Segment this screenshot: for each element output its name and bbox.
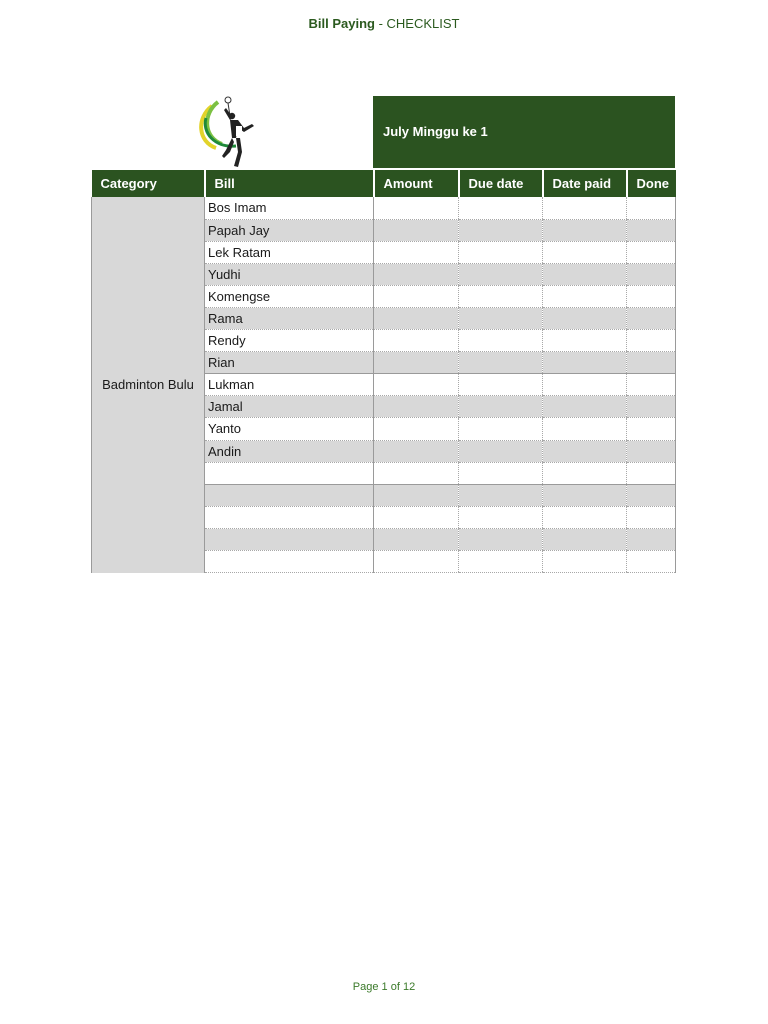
column-header-amount: Amount xyxy=(374,170,459,197)
date-paid-cell[interactable] xyxy=(543,241,627,263)
amount-cell[interactable] xyxy=(374,462,459,484)
done-cell[interactable] xyxy=(627,352,676,374)
due-date-cell[interactable] xyxy=(459,374,543,396)
due-date-cell[interactable] xyxy=(459,352,543,374)
done-cell[interactable] xyxy=(627,285,676,307)
bill-checklist-table xyxy=(91,170,676,573)
amount-cell[interactable] xyxy=(374,285,459,307)
done-cell[interactable] xyxy=(627,197,676,219)
date-paid-cell[interactable] xyxy=(543,307,627,329)
bill-cell[interactable]: Jamal xyxy=(205,396,374,418)
page-header xyxy=(0,16,768,31)
date-paid-cell[interactable] xyxy=(543,551,627,573)
amount-cell[interactable] xyxy=(374,374,459,396)
header-title-rest: CHECKLIST xyxy=(386,16,460,31)
amount-cell[interactable] xyxy=(374,440,459,462)
header-title-separator: - xyxy=(374,16,387,31)
bill-cell[interactable] xyxy=(205,551,374,573)
done-cell[interactable] xyxy=(627,528,676,550)
date-paid-cell[interactable] xyxy=(543,374,627,396)
due-date-cell[interactable] xyxy=(459,330,543,352)
badminton-player-logo-icon xyxy=(192,96,268,170)
done-cell[interactable] xyxy=(627,307,676,329)
due-date-cell[interactable] xyxy=(459,396,543,418)
bill-cell[interactable]: Papah Jay xyxy=(205,219,374,241)
date-paid-cell[interactable] xyxy=(543,263,627,285)
header-title-main: Bill Paying xyxy=(308,16,375,31)
column-header-bill: Bill xyxy=(205,170,374,197)
bill-cell[interactable] xyxy=(205,462,374,484)
bill-cell[interactable]: Yudhi xyxy=(205,263,374,285)
column-header-category: Category xyxy=(92,170,205,197)
date-paid-cell[interactable] xyxy=(543,396,627,418)
due-date-cell[interactable] xyxy=(459,307,543,329)
date-paid-cell[interactable] xyxy=(543,197,627,219)
done-cell[interactable] xyxy=(627,418,676,440)
amount-cell[interactable] xyxy=(374,506,459,528)
table-row xyxy=(92,197,676,219)
column-header-due-date: Due date xyxy=(459,170,543,197)
done-cell[interactable] xyxy=(627,330,676,352)
date-paid-cell[interactable] xyxy=(543,440,627,462)
done-cell[interactable] xyxy=(627,484,676,506)
amount-cell[interactable] xyxy=(374,241,459,263)
amount-cell[interactable] xyxy=(374,330,459,352)
done-cell[interactable] xyxy=(627,374,676,396)
amount-cell[interactable] xyxy=(374,263,459,285)
bill-cell[interactable]: Komengse xyxy=(205,285,374,307)
bill-cell[interactable] xyxy=(205,528,374,550)
amount-cell[interactable] xyxy=(374,352,459,374)
page-number: Page 1 of 12 xyxy=(352,981,416,993)
date-paid-cell[interactable] xyxy=(543,506,627,528)
date-paid-cell[interactable] xyxy=(543,462,627,484)
bill-cell[interactable]: Rendy xyxy=(205,330,374,352)
due-date-cell[interactable] xyxy=(459,506,543,528)
done-cell[interactable] xyxy=(627,219,676,241)
amount-cell[interactable] xyxy=(374,418,459,440)
bill-cell[interactable] xyxy=(205,506,374,528)
date-paid-cell[interactable] xyxy=(543,285,627,307)
amount-cell[interactable] xyxy=(374,396,459,418)
bill-cell[interactable] xyxy=(205,484,374,506)
date-paid-cell[interactable] xyxy=(543,484,627,506)
amount-cell[interactable] xyxy=(374,484,459,506)
due-date-cell[interactable] xyxy=(459,241,543,263)
amount-cell[interactable] xyxy=(374,551,459,573)
due-date-cell[interactable] xyxy=(459,462,543,484)
bill-cell[interactable]: Rama xyxy=(205,307,374,329)
date-paid-cell[interactable] xyxy=(543,528,627,550)
category-cell: Badminton Bulu xyxy=(92,197,205,573)
done-cell[interactable] xyxy=(627,396,676,418)
done-cell[interactable] xyxy=(627,241,676,263)
done-cell[interactable] xyxy=(627,440,676,462)
done-cell[interactable] xyxy=(627,462,676,484)
due-date-cell[interactable] xyxy=(459,263,543,285)
done-cell[interactable] xyxy=(627,551,676,573)
due-date-cell[interactable] xyxy=(459,484,543,506)
amount-cell[interactable] xyxy=(374,528,459,550)
bill-cell[interactable]: Bos Imam xyxy=(205,197,374,219)
date-paid-cell[interactable] xyxy=(543,219,627,241)
bill-rows xyxy=(92,197,676,573)
amount-cell[interactable] xyxy=(374,219,459,241)
date-paid-cell[interactable] xyxy=(543,418,627,440)
column-header-date-paid: Date paid xyxy=(543,170,627,197)
bill-cell[interactable]: Lukman xyxy=(205,374,374,396)
bill-cell[interactable]: Lek Ratam xyxy=(205,241,374,263)
amount-cell[interactable] xyxy=(374,197,459,219)
due-date-cell[interactable] xyxy=(459,551,543,573)
column-header-done: Done xyxy=(627,170,676,197)
date-paid-cell[interactable] xyxy=(543,330,627,352)
bill-cell[interactable]: Rian xyxy=(205,352,374,374)
bill-cell[interactable]: Yanto xyxy=(205,418,374,440)
due-date-cell[interactable] xyxy=(459,285,543,307)
date-paid-cell[interactable] xyxy=(543,352,627,374)
done-cell[interactable] xyxy=(627,506,676,528)
due-date-cell[interactable] xyxy=(459,197,543,219)
week-banner: July Minggu ke 1 xyxy=(373,96,675,168)
due-date-cell[interactable] xyxy=(459,528,543,550)
amount-cell[interactable] xyxy=(374,307,459,329)
bill-cell[interactable]: Andin xyxy=(205,440,374,462)
table-header-row xyxy=(92,170,676,197)
due-date-cell[interactable] xyxy=(459,440,543,462)
due-date-cell[interactable] xyxy=(459,418,543,440)
done-cell[interactable] xyxy=(627,263,676,285)
due-date-cell[interactable] xyxy=(459,219,543,241)
